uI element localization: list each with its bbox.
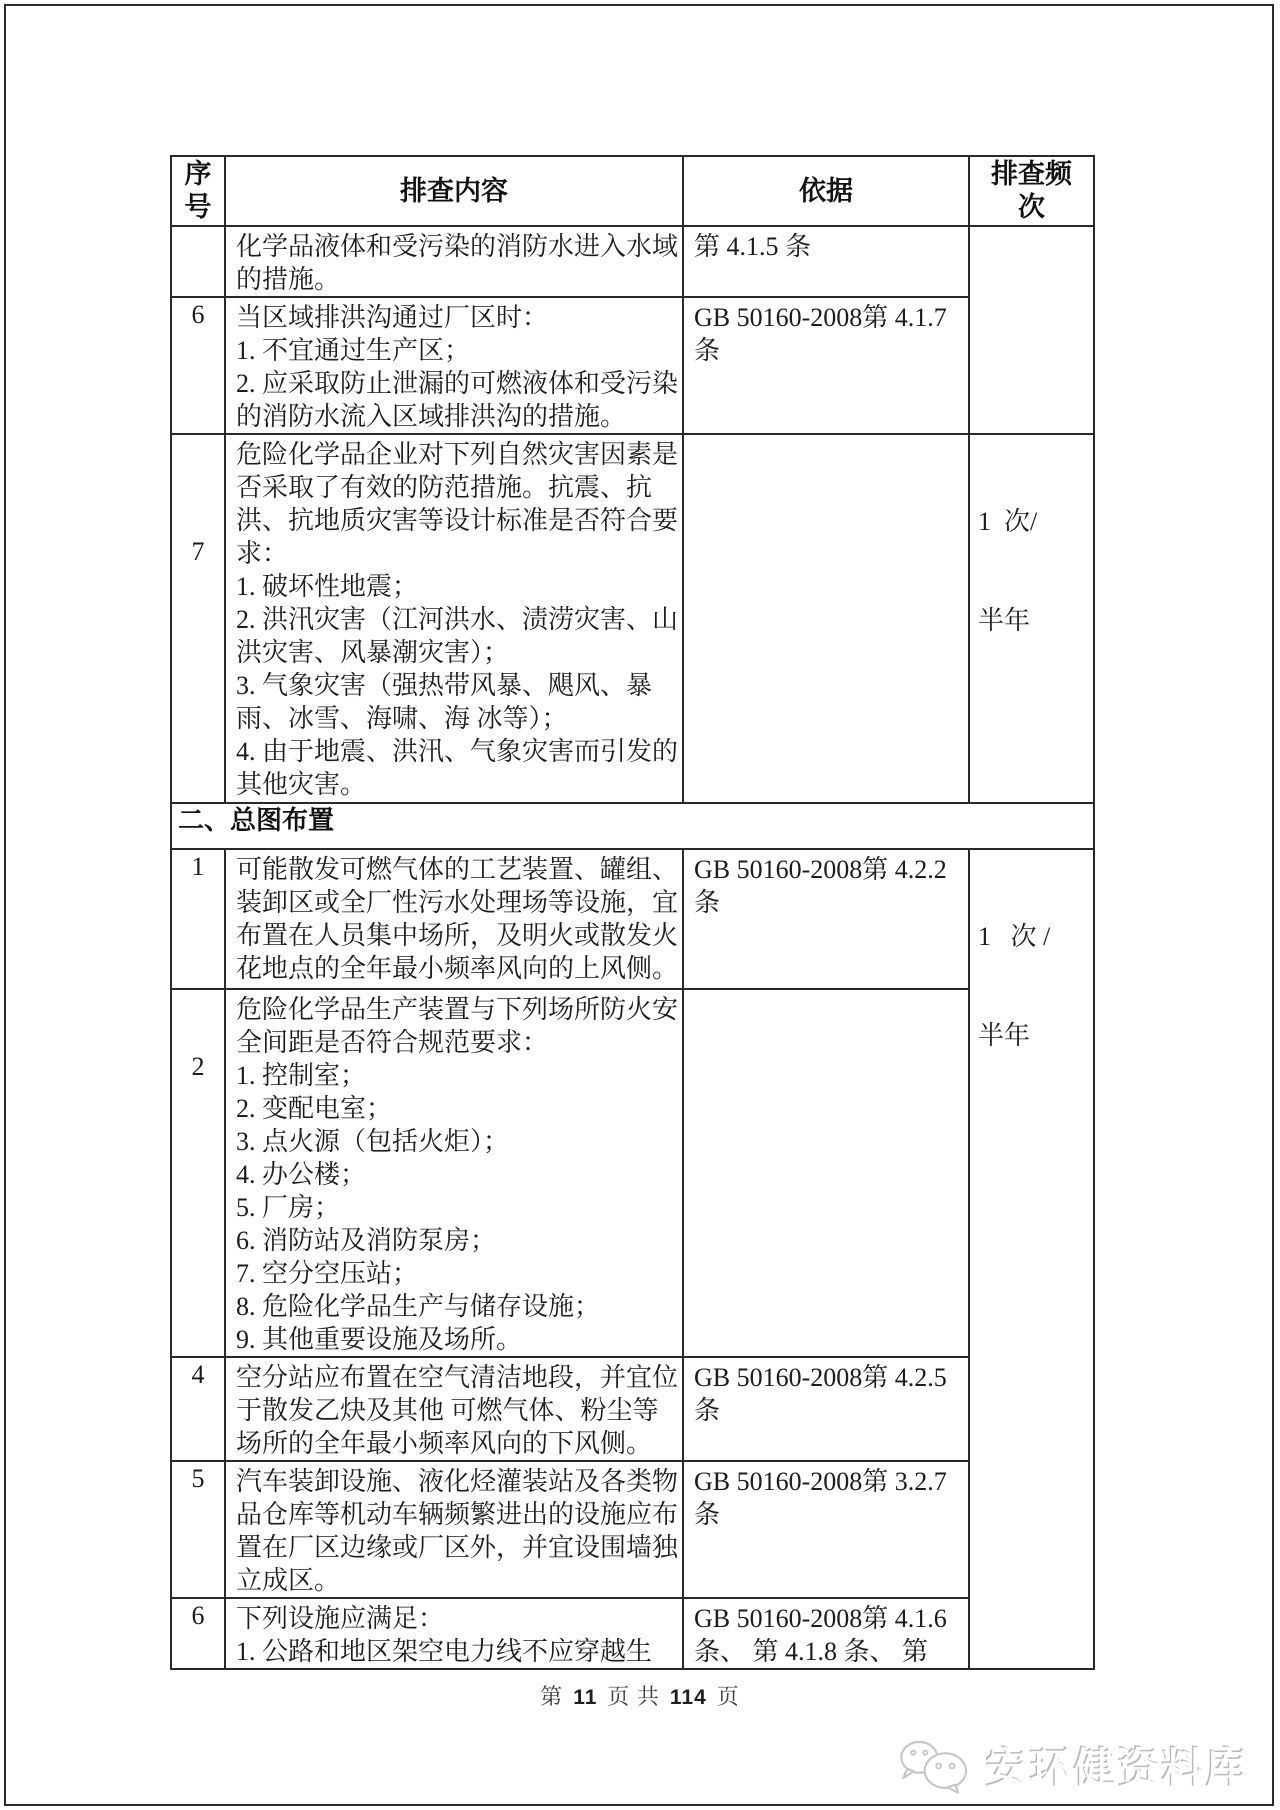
row-basis (683, 1357, 969, 1461)
row-serial (171, 226, 225, 297)
row-content (225, 1461, 683, 1598)
content-line: 2. 变配电室； (236, 1094, 393, 1123)
content-line: 2. 洪汛灾害（江河洪水、渍涝灾害、山洪灾害、风暴潮灾害）； (236, 605, 679, 667)
content-line: 1. 公路和地区架空电力线不应穿越生 (236, 1637, 653, 1666)
frequency-line: 半年 (978, 1021, 1031, 1050)
table-row-7-section1 (171, 434, 1094, 803)
content-line: 8. 危险化学品生产与储存设施； (236, 1292, 601, 1321)
content-line: 1. 破坏性地震； (236, 572, 419, 601)
row-serial (171, 989, 225, 1357)
page-number (0, 1680, 1280, 1711)
row-serial: 6 (171, 1598, 225, 1669)
row-serial: 1 (171, 849, 225, 989)
row-basis (683, 849, 969, 989)
basis-line: 条 (694, 888, 721, 917)
row-content (225, 434, 683, 803)
col-header-frequency: 排查频次 (969, 156, 1094, 226)
basis-line: GB 50160-2008第 4.2.5 (694, 1363, 947, 1392)
row-serial: 5 (171, 1461, 225, 1598)
row-frequency-empty (969, 226, 1094, 434)
content-line: 3. 点火源（包括火炬）； (236, 1127, 510, 1156)
table-row-5-section2 (171, 1461, 1094, 1598)
basis-line: 条、 第 4.1.8 条、 第 (694, 1637, 929, 1666)
current-page-number: 11 (573, 1686, 598, 1709)
content-line: 1. 不宜通过生产区； (236, 336, 471, 365)
content-line: 下列设施应满足： (236, 1604, 445, 1633)
table-row-6-section1 (171, 297, 1094, 434)
table-row-4-section2 (171, 1357, 1094, 1461)
content-line: 2. 应采取防止泄漏的可燃液体和受污染的消防水流入区域排洪沟的措施。 (236, 369, 679, 431)
footer-text: 页 共 (607, 1684, 660, 1709)
row-content (225, 297, 683, 434)
row-frequency (969, 434, 1094, 803)
row-content (225, 1357, 683, 1461)
watermark-text: 安环健资料库 (985, 1745, 1250, 1792)
row-content (225, 989, 683, 1357)
chat-bubbles-icon (894, 1738, 978, 1794)
table-header-row (171, 156, 1094, 226)
row-serial: 6 (171, 297, 225, 434)
content-line: 汽车装卸设施、液化烃灌装站及各类物品仓库等机动车辆频繁进出的设施应布置在厂区边缘或厂区外，并宜设围墙独立成区。 (236, 1467, 679, 1595)
section-title-row (171, 803, 1094, 849)
basis-line: GB 50160-2008第 4.1.7 (694, 303, 947, 332)
row-basis-empty (683, 989, 969, 1357)
serial-number: 7 (191, 537, 205, 566)
row-frequency (969, 849, 1094, 1669)
row-basis (683, 297, 969, 434)
row-basis (683, 1598, 969, 1669)
content-line: 危险化学品企业对下列自然灾害因素是否采取了有效的防范措施。抗震、抗洪、抗地质灾害等设计标准是否符合要求： (236, 440, 679, 568)
row-basis (683, 1461, 969, 1598)
frequency-line: 半年 (978, 606, 1031, 635)
table-row-2-section2 (171, 989, 1094, 1357)
frequency-line: 1 次 / (978, 922, 1051, 951)
content-line: 化学品液体和受污染的消防水进入水域的措施。 (236, 232, 679, 294)
table-row-1-section2 (171, 849, 1094, 989)
basis-line: 条 (694, 336, 721, 365)
basis-line: 条 (694, 1500, 721, 1529)
row-basis-empty (683, 434, 969, 803)
content-line: 4. 由于地震、洪汛、气象灾害而引发的其他灾害。 (236, 737, 679, 799)
footer-text: 第 (540, 1684, 564, 1709)
frequency-line: 1 次/ (978, 507, 1038, 536)
row-content (225, 849, 683, 989)
content-line: 9. 其他重要设施及场所。 (236, 1325, 523, 1354)
table-row-6-section2 (171, 1598, 1094, 1669)
section-title: 二、总图布置 (171, 803, 1094, 849)
basis-line: 第 4.1.5 条 (694, 232, 812, 261)
content-line: 6. 消防站及消防泵房； (236, 1226, 497, 1255)
footer-text: 页 (716, 1684, 740, 1709)
row-content (225, 1598, 683, 1669)
content-line: 可能散发可燃气体的工艺装置、罐组、装卸区或全厂性污水处理场等设施，宜布置在人员集中场所，及明火或散发火花地点的全年最小频率风向的上风侧。 (236, 855, 679, 983)
row-serial: 4 (171, 1357, 225, 1461)
content-line: 7. 空分空压站； (236, 1259, 419, 1288)
row-content (225, 226, 683, 297)
total-page-count: 114 (669, 1686, 707, 1709)
basis-line: 条 (694, 1396, 721, 1425)
content-line: 5. 厂房； (236, 1193, 341, 1222)
brand-watermark (894, 1736, 1250, 1796)
content-line: 1. 控制室； (236, 1061, 367, 1090)
content-line: 3. 气象灾害（强热带风暴、飓风、暴雨、冰雪、海啸、海 冰等）； (236, 671, 653, 733)
row-basis (683, 226, 969, 297)
col-header-content: 排查内容 (225, 156, 683, 226)
content-line: 危险化学品生产装置与下列场所防火安全间距是否符合规范要求： (236, 995, 679, 1057)
content-line: 空分站应布置在空气清洁地段，并宜位于散发乙炔及其他 可燃气体、粉尘等场所的全年最小频率风向的下风侧。 (236, 1363, 679, 1458)
content-line: 4. 办公楼； (236, 1160, 367, 1189)
row-serial (171, 434, 225, 803)
col-header-serial: 序号 (171, 156, 225, 226)
col-header-basis: 依据 (683, 156, 969, 226)
basis-line: GB 50160-2008第 4.1.6 (694, 1604, 947, 1633)
basis-line: GB 50160-2008第 3.2.7 (694, 1467, 947, 1496)
serial-number: 2 (191, 1052, 205, 1081)
inspection-checklist-table (170, 155, 1095, 1670)
table-row-item5-continued (171, 226, 1094, 297)
basis-line: GB 50160-2008第 4.2.2 (694, 855, 947, 884)
content-line: 当区域排洪沟通过厂区时： (236, 303, 549, 332)
